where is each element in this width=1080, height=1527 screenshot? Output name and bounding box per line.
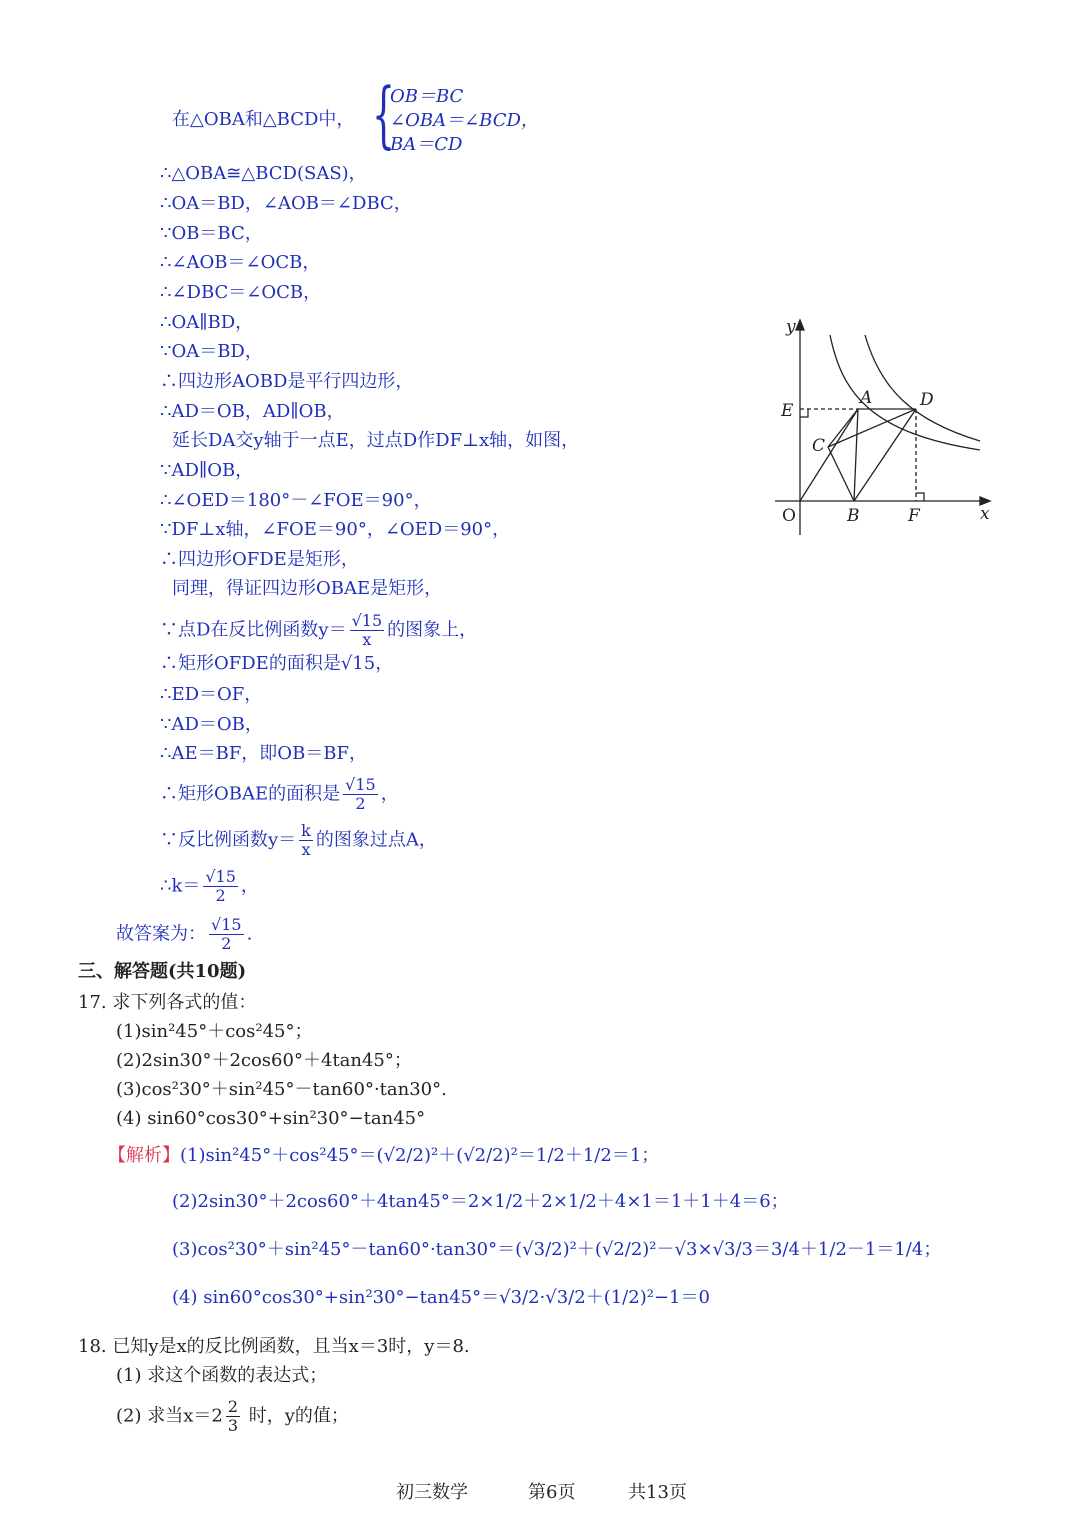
proof-line: 同理，得证四边形OBAE是矩形，: [172, 578, 443, 599]
right-angle-e: [800, 409, 808, 417]
label-o: O: [782, 506, 796, 526]
segment-oa: [800, 409, 858, 501]
line-ad-ob: ∵AD＝OB，: [160, 714, 263, 735]
label-c: C: [812, 436, 826, 456]
proof-line: ∴OA∥BD，: [160, 312, 254, 333]
proof-line: ∴四边形OFDE是矩形，: [160, 549, 359, 570]
segment-cb: [828, 447, 854, 501]
line-func-k: ∵反比例函数y＝ $\frac{k}{x}$ 的图象过点A，: [160, 821, 437, 859]
q18-part-1: (1) 求这个函数的表达式；: [116, 1365, 328, 1386]
q18-part-2: (2) 求当x＝2 $\frac{2}{3}$ 时，y的值；: [116, 1397, 349, 1435]
proof-line: 延长DA交y轴于一点E，过点D作DF⊥x轴，如图，: [172, 430, 580, 451]
q18-stem: 18. 已知y是x的反比例函数，且当x＝3时，y＝8.: [78, 1336, 470, 1357]
q17-part-3: (3)cos²30°＋sin²45°－tan60°·tan30°.: [116, 1079, 447, 1100]
proof-line: ∴四边形AOBD是平行四边形，: [160, 371, 414, 392]
label-d: D: [920, 390, 934, 410]
q17-stem: 17. 求下列各式的值：: [78, 992, 257, 1013]
line-area-ofde: ∴矩形OFDE的面积是√15，: [160, 653, 394, 674]
label-y: y: [786, 317, 796, 337]
label-x: x: [980, 504, 990, 524]
proof-line: ∵OB＝BC，: [160, 223, 263, 244]
proof-line: ∴AD＝OB，AD∥OB，: [160, 401, 345, 422]
line-k-value: ∴k＝ $\frac{√15}{2}$ ，: [160, 867, 259, 905]
q17-solution-2: (2)2sin30°＋2cos60°＋4tan45°＝2×1/2＋2×1/2＋4×1＝1＋1＋4＝6；: [172, 1191, 789, 1212]
label-e: E: [781, 401, 794, 421]
solution-tag: 【解析】: [108, 1145, 180, 1166]
answer-line: 故答案为： $\frac{√15}{2}$ .: [116, 915, 253, 953]
segment-ca: [828, 409, 858, 447]
label-b: B: [847, 506, 860, 526]
label-a: A: [860, 388, 873, 408]
y-axis-arrow: [796, 320, 804, 330]
q17-solution-1: 【解析】(1)sin²45°＋cos²45°＝(√2/2)²＋(√2/2)²＝1/2＋1/2＝1；: [108, 1145, 660, 1166]
line-func-d: ∵点D在反比例函数y＝ $\frac{√15}{x}$ 的图象上，: [160, 611, 478, 649]
label-f: F: [908, 506, 920, 526]
coordinate-figure: [770, 315, 1000, 545]
q17-part-4: (4) sin60°cos30°+sin²30°−tan45°: [116, 1108, 426, 1129]
line-ae-bf: ∴AE＝BF，即OB＝BF，: [160, 743, 368, 764]
footer-page: 第6页: [528, 1482, 576, 1503]
footer-subject: 初三数学: [396, 1482, 468, 1503]
proof-line: ∴△OBA≅△BCD(SAS)，: [160, 163, 367, 184]
q17-solution-3: (3)cos²30°＋sin²45°－tan60°·tan30°＝(√3/2)²＋(√2/2)²－√3×√3/3＝3/4＋1/2－1＝1/4；: [172, 1239, 942, 1260]
system-brace: {: [372, 72, 395, 156]
proof-line: ∵DF⊥x轴，∠FOE＝90°，∠OED＝90°，: [160, 519, 511, 540]
system-eq-3: BA＝CD: [390, 134, 463, 155]
line-ed-of: ∴ED＝OF，: [160, 684, 263, 705]
proof-line: ∴∠OED＝180°－∠FOE＝90°，: [160, 490, 432, 511]
curve-outer: [865, 335, 980, 441]
proof-line: ∵OA＝BD，: [160, 341, 263, 362]
q17-part-2: (2)2sin30°＋2cos60°＋4tan45°；: [116, 1050, 412, 1071]
proof-line: ∵AD∥OB，: [160, 460, 254, 481]
system-eq-1: OB＝BC: [390, 86, 464, 107]
proof-intro: 在△OBA和△BCD中，: [172, 109, 355, 130]
system-eq-2: ∠OBA＝∠BCD，: [390, 110, 539, 131]
segment-ab: [854, 409, 858, 501]
section-heading: 三、解答题(共10题): [78, 961, 247, 982]
line-area-obae: ∴矩形OBAE的面积是 $\frac{√15}{2}$ ，: [160, 775, 399, 813]
footer-total: 共13页: [628, 1482, 687, 1503]
proof-line: ∴OA＝BD，∠AOB＝∠DBC，: [160, 193, 412, 214]
proof-line: ∴∠AOB＝∠OCB，: [160, 252, 321, 273]
q17-solution-4: (4) sin60°cos30°+sin²30°−tan45°＝√3/2·√3/2＋(1/2)²−1＝0: [172, 1287, 710, 1308]
proof-line: ∴∠DBC＝∠OCB，: [160, 282, 322, 303]
q17-part-1: (1)sin²45°＋cos²45°；: [116, 1021, 313, 1042]
right-angle-f: [916, 493, 924, 501]
